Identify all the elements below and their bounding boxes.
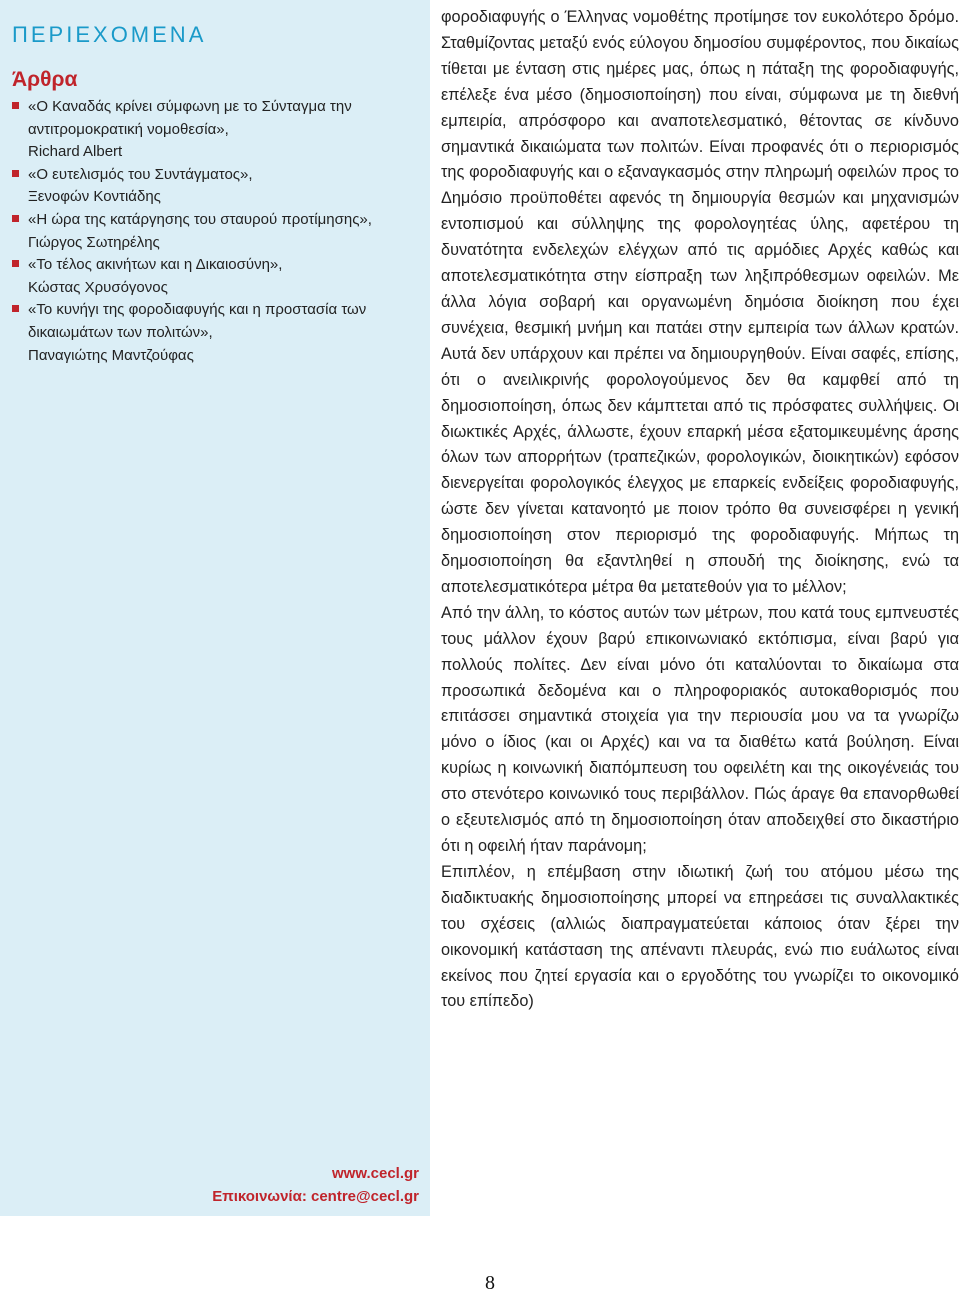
toc-item-author: Richard Albert (28, 143, 123, 161)
toc-item-title: αντιτρομοκρατική νομοθεσία», (28, 120, 229, 138)
article-paragraph: φοροδιαφυγής ο Έλληνας νομοθέτης προτίμησε τον ευκολότερο δρόμο. Σταθμίζοντας μεταξύ ενός εύλογου δημοσίου συμφέροντος, που δικαίως τίθεται με ένταση στις ημέρες μας, όπως η πάταξη της φοροδιαφυγής, επέλεξε ένα μέσο (δημοσιοποίηση) που είναι, σύμφωνα με τη διεθνή εμπειρία, απρόσφορο και αναποτελεσματικό, θέτοντας σε κίνδυνο σημαντικά δικαιώματα των πολιτών. Είναι προφανές ότι ο περιορισμός της φοροδιαφυγής και ο εξαναγκασμός στην πληρωμή οφειλών προς το Δημόσιο προϋποθέτει αφενός τη δημιουργία θεσμών και μηχανισμών εντοπισμού και σύλληψης της φορολογητέας ύλης, αφετέρου τη δυνατότητα ενδελεχών ελέγχων από τις αρμόδιες Αρχές καθώς και αποτελεσματικότητα στην είσπραξη των ληξιπρόθεσμων οφειλών. Με άλλα λόγια σοβαρή και οργανωμένη δημόσια διοίκηση που έχει συνέχεια, θεσμική μνήμη και πατάει στην εμπειρία των άλλων κρατών. Αυτά δεν υπάρχουν και πρέπει να δημιουργηθούν. Είναι σαφές, επίσης, ότι ο ανειλικρινής φορολογούμενος δεν θα καμφθεί από τη δημοσιοποίηση, όπως δεν κάμπτεται από τις πρόσφατες συλλήψεις. Οι διωκτικές Αρχές, άλλωστε, έχουν επαρκή μέσα εξατομικευμένης άρσης όλων των απορρήτων (τραπεζικών, φορολογικών, διοικητικών) εφόσον διενεργείται φορολογικός έλεγχος με επαρκείς ενδείξεις φοροδιαφυγής, ώστε δεν γίνεται κατανοητό με ποιον τρόπο θα συνεισφέρει η γενική δημοσιοποίηση στον περιορισμό της φοροδιαφυγής. Μήπως τη δημοσιοποίηση θα εξαντληθεί η σπουδή της διοίκησης, ενώ τα αποτελεσματικότερα μέτρα θα μετατεθούν για το μέλλον; (441, 8, 959, 596)
article-paragraph: Από την άλλη, το κόστος αυτών των μέτρων, που κατά τους εμπνευστές τους μάλλον έχουν βαρύ επικοινωνιακό εκτόπισμα, είναι βαρύ για πολλούς πολίτες. Δεν είναι μόνο ότι καταλύονται το δικαίωμα στα προσωπικά δεδομένα και ο πληροφοριακός αυτοκαθορισμός που επιτάσσει σημαντικά στοιχεία για την περιουσία μου να τα γνωρίζω μόνο ο ίδιος (και οι Αρχές) και να τα διαθέτω κατά βούληση. Είναι κυρίως η κοινωνική διαπόμπευση του οφειλέτη και της οικογένειάς του στο στενότερο κοινωνικό τους περιβάλλον. Πώς άραγε θα επανορθωθεί ο εξευτελισμός από τη δημοσιοποίηση όταν αποδειχθεί στο δικαστήριο ότι η οφειλή ήταν παράνομη; (441, 603, 959, 855)
toc-item-author: Κώστας Χρυσόγονος (28, 278, 168, 296)
square-bullet-icon (12, 260, 19, 267)
toc-item[interactable] (12, 209, 417, 254)
contact-email-link[interactable]: Επικοινωνία: centre@cecl.gr (212, 1188, 419, 1205)
website-link[interactable]: www.cecl.gr (332, 1165, 419, 1182)
toc-item-author: Γιώργος Σωτηρέλης (28, 233, 160, 251)
toc-item-author: Παναγιώτης Μαντζούφας (28, 346, 194, 364)
table-of-contents-panel (0, 0, 430, 1216)
toc-list (12, 96, 417, 367)
section-title-articles: Άρθρα (12, 68, 78, 91)
square-bullet-icon (12, 215, 19, 222)
toc-item[interactable] (12, 96, 417, 164)
toc-item[interactable] (12, 299, 417, 367)
article-body (441, 5, 959, 1015)
toc-item-title: δικαιωμάτων των πολιτών», (28, 323, 213, 341)
square-bullet-icon (12, 305, 19, 312)
toc-item-title: «Το τέλος ακινήτων και η Δικαιοσύνη», (28, 256, 283, 274)
toc-title: ΠΕΡΙΕΧΟΜΕΝΑ (12, 22, 207, 47)
page-number: 8 (485, 1272, 495, 1294)
toc-item-title: «Το κυνήγι της φοροδιαφυγής και η προστασία των (28, 301, 367, 319)
square-bullet-icon (12, 102, 19, 109)
toc-item[interactable] (12, 164, 417, 209)
toc-item-title: «Η ώρα της κατάργησης του σταυρού προτίμησης», (28, 210, 372, 228)
toc-item-title: «Ο ευτελισμός του Συντάγματος», (28, 165, 253, 183)
article-paragraph: Επιπλέον, η επέμβαση στην ιδιωτική ζωή του ατόμου μέσω της διαδικτυακής δημοσιοποίησης μπορεί να επηρεάσει τις συναλλακτικές του σχέσεις (αλλιώς διαπραγματεύεται κάποιος όταν ξέρει την οικονομική κατάσταση της απέναντι πλευράς, ενώ πιο ευάλωτος είναι εκείνος που ζητεί εργασία και ο εργοδότης του γνωρίζει το οικονομικό του επίπεδο) (441, 862, 959, 1011)
square-bullet-icon (12, 170, 19, 177)
contact-block (212, 1162, 419, 1208)
toc-item-author: Ξενοφών Κοντιάδης (28, 188, 161, 206)
toc-item-title: «Ο Καναδάς κρίνει σύμφωνη με το Σύνταγμα την (28, 98, 352, 115)
toc-item[interactable] (12, 254, 417, 299)
